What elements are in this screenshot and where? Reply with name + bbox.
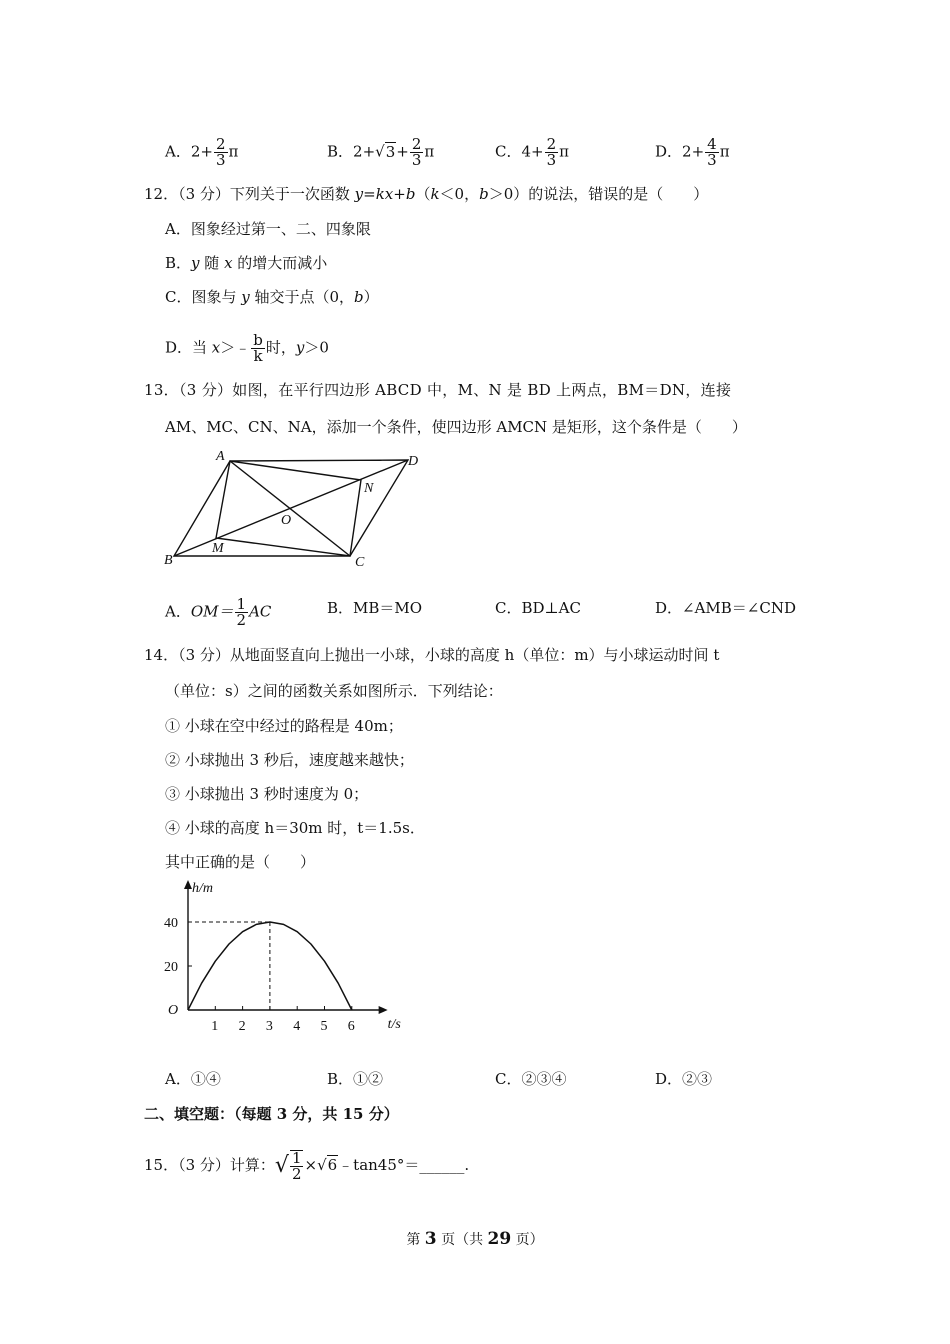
label-b: B <box>164 553 173 568</box>
q12-option-a: A．图象经过第一、二、四象限 <box>165 220 371 238</box>
y-axis-arrow <box>184 880 192 889</box>
q12-option-b: B．y 随 x 的增大而减小 <box>165 254 328 272</box>
x-tick-label-4: 4 <box>293 1019 301 1034</box>
x-tick-label-6: 6 <box>347 1019 355 1034</box>
q13-option-b: B．MB＝MO <box>327 599 423 617</box>
q14-stem-line1: 14．（3 分）从地面竖直向上抛出一小球，小球的高度 h（单位：m）与小球运动时间 t <box>144 646 720 664</box>
q14-statement-1: ① 小球在空中经过的路程是 40m； <box>165 717 403 735</box>
q11-option-d: D．2+ $\frac{4}{3}$ π <box>655 135 730 169</box>
origin-label: O <box>168 1003 179 1018</box>
diagonal-bd <box>174 460 408 556</box>
q11-option-b: B．2+√3+ $\frac{2}{3}$ π <box>327 135 435 169</box>
q13-stem-line1: 13．（3 分）如图，在平行四边形 ABCD 中，M、N 是 BD 上两点，BM＝DN，连接 <box>144 381 732 399</box>
label-o: O <box>281 513 292 528</box>
q14-option-c: C．②③④ <box>495 1070 567 1088</box>
x-tick-label-2: 2 <box>238 1019 246 1034</box>
height-time-chart <box>160 876 401 1036</box>
q14-statement-3: ③ 小球抛出 3 秒时速度为 0； <box>165 785 369 803</box>
q11-option-a: A．2+ $\frac{2}{3}$ π <box>165 135 239 169</box>
q12-stem: 12．（3 分）下列关于一次函数 y=kx+b（k＜0，b＞0）的说法，错误的是（ ） <box>144 185 709 203</box>
label-m: M <box>212 541 224 556</box>
q15-stem: 15．（3 分）计算：√ $\frac{1}{2}$ ×√6﹣tan45°＝______. <box>144 1149 470 1183</box>
x-axis-label: t/s <box>387 1017 401 1032</box>
q14-stem-line2: （单位：s）之间的函数关系如图所示．下列结论： <box>165 682 503 700</box>
label-n: N <box>364 481 374 496</box>
q13-option-c: C．BD⊥AC <box>495 599 581 617</box>
parallelogram-figure <box>160 448 430 573</box>
section-heading: 二、填空题：（每题 3 分，共 15 分） <box>144 1105 399 1123</box>
label-c: C <box>355 555 365 570</box>
y-tick-label-40: 40 <box>164 916 178 931</box>
q12-option-c: C．图象与 y 轴交于点（0，b） <box>165 288 379 306</box>
label-a: A <box>216 449 225 464</box>
q14-option-b: B．①② <box>327 1070 384 1088</box>
q14-option-a: A．①④ <box>165 1070 221 1088</box>
q14-statement-4: ④ 小球的高度 h＝30m 时，t＝1.5s． <box>165 819 425 837</box>
q14-statement-2: ② 小球抛出 3 秒后，速度越来越快； <box>165 751 414 769</box>
q11-option-c: C．4+ $\frac{2}{3}$ π <box>495 135 570 169</box>
label-d: D <box>408 454 419 469</box>
x-tick-label-3: 3 <box>265 1019 273 1034</box>
x-axis-arrow <box>379 1006 388 1014</box>
q13-stem-line2: AM、MC、CN、NA，添加一个条件，使四边形 AMCN 是矩形，这个条件是（ ） <box>165 418 747 436</box>
q14-question: 其中正确的是（ ） <box>165 853 316 871</box>
x-tick-label-5: 5 <box>320 1019 328 1034</box>
y-tick-label-20: 20 <box>164 960 178 975</box>
q14-option-d: D．②③ <box>655 1070 713 1088</box>
q13-option-d: D．∠AMB＝∠CND <box>655 599 797 617</box>
y-axis-label: h/m <box>192 881 213 896</box>
q12-option-d: D．当 x＞﹣ $\frac{b}{k}$ 时，y＞0 <box>165 331 329 365</box>
q13-option-a: A．OM＝ $\frac{1}{2}$ AC <box>165 595 272 629</box>
x-tick-label-1: 1 <box>211 1019 219 1034</box>
page-footer: 第 3 页（共 29 页） <box>406 1229 544 1249</box>
